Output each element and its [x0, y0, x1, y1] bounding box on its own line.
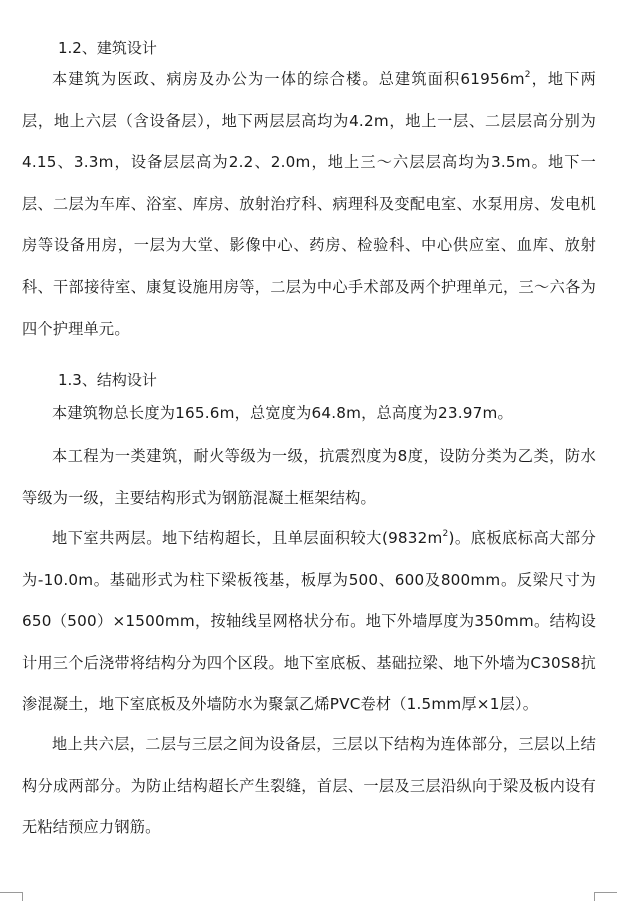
section-heading-architecture: 1.2、建筑设计 [58, 39, 157, 57]
text-segment: 地下室共两层。地下结构超长，且单层面积较大(9832m [52, 529, 443, 547]
text-segment: )。底板底标高大部分为-10.0m。基础形式为柱下梁板筏基，板厚为500、600及800mm。反梁尺寸为650（500）×1500mm，按轴线呈网格状分布。地下外墙厚度为350mm。结构设计用三个后浇带将结构分为四个区段。地下室底板、基础拉梁、地下外墙为C30S8抗渗混凝土，地下室底板及外墙防水为聚氯乙烯PVC卷材（1.5mm厚×1层）。 [22, 529, 596, 714]
text-segment: 本建筑为医政、病房及办公为一体的综合楼。总建筑面积61956m [52, 70, 525, 88]
superscript: 2 [524, 70, 531, 80]
paragraph-building-classification: 本工程为一类建筑，耐火等级为一级，抗震烈度为8度，设防分类为乙类，防水等级为一级，主要结构形式为钢筋混凝土框架结构。 [22, 447, 596, 507]
paragraph-architecture-overview [22, 59, 596, 350]
paragraph-building-dimensions: 本建筑物总长度为165.6m，总宽度为64.8m，总高度为23.97m。 [52, 404, 513, 422]
text-segment: ，地下两层，地上六层（含设备层），地下两层层高均为4.2m，地上一层、二层层高分别为4.15、3.3m，设备层层高为2.2、2.0m，地上三～六层层高均为3.5m。地下一层、二层为车库、浴室、库房、放射治疗科、病理科及变配电室、水泵用房、发电机房等设备用房，一层为大堂、影像中心、药房、检验科、中心供应室、血库、放射科、干部接待室、康复设施用房等，二层为中心手术部及两个护理单元，三～六各为四个护理单元。 [22, 70, 596, 338]
superscript: 2 [442, 529, 449, 539]
paragraph-basement [22, 518, 596, 726]
section-heading-structure: 1.3、结构设计 [58, 371, 157, 389]
paragraph-above-ground: 地上共六层，二层与三层之间为设备层，三层以下结构为连体部分，三层以上结构分成两部分。为防止结构超长产生裂缝，首层、一层及三层沿纵向于梁及板内设有无粘结预应力钢筋。 [22, 735, 596, 837]
